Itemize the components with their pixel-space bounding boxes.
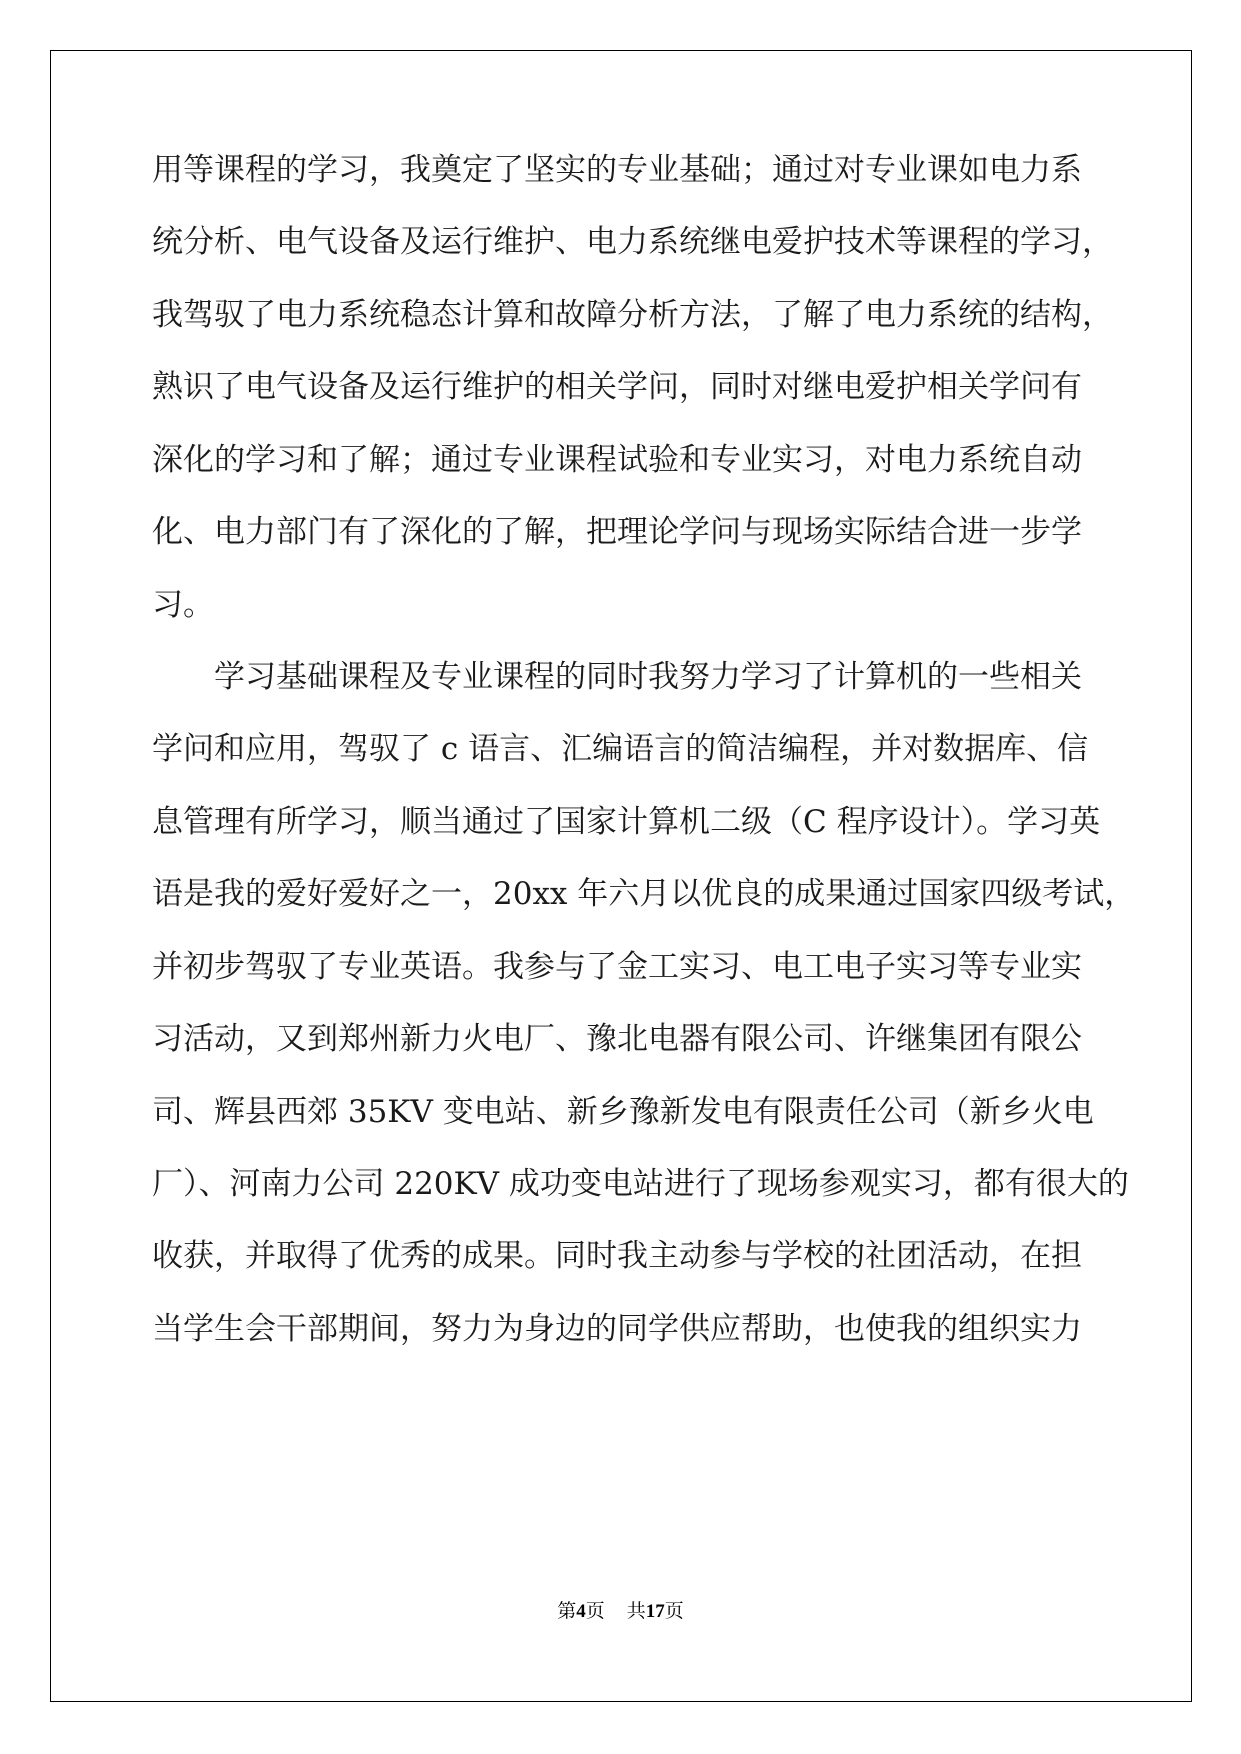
paragraph-first-line: 学习基础课程及专业课程的同时我努力学习了计算机的一些相关: [214, 659, 1082, 695]
total-suffix: 页: [664, 1601, 684, 1622]
text-line: 习。: [152, 587, 214, 623]
text-line: 司、辉县西郊 35KV 变电站、新乡豫新发电有限责任公司（新乡火电: [152, 1094, 1094, 1130]
text-line: 息管理有所学习，顺当通过了国家计算机二级（C 程序设计）。学习英: [152, 804, 1101, 840]
text-line: 学问和应用，驾驭了 c 语言、汇编语言的简洁编程，并对数据库、信: [152, 731, 1089, 767]
text-line: 并初步驾驭了专业英语。我参与了金工实习、电工电子实习等专业实: [152, 949, 1082, 985]
text-line: 当学生会干部期间，努力为身边的同学供应帮助，也使我的组织实力: [152, 1311, 1082, 1347]
text-line: 厂）、河南力公司 220KV 成功变电站进行了现场参观实习，都有很大的: [152, 1166, 1129, 1202]
page-number: 4: [576, 1601, 586, 1622]
text-line: 深化的学习和了解；通过专业课程试验和专业实习，对电力系统自动: [152, 442, 1082, 478]
total-pages: 17: [645, 1601, 665, 1622]
page-footer: [0, 1596, 1241, 1623]
text-line: 习活动，又到郑州新力火电厂、豫北电器有限公司、许继集团有限公: [152, 1021, 1082, 1057]
text-line: 统分析、电气设备及运行维护、电力系统继电爱护技术等课程的学习，: [152, 224, 1113, 260]
text-line: 语是我的爱好爱好之一，20xx 年六月以优良的成果通过国家四级考试，: [152, 876, 1136, 912]
text-line: 收获，并取得了优秀的成果。同时我主动参与学校的社团活动，在担: [152, 1238, 1082, 1274]
text-line: 用等课程的学习，我奠定了坚实的专业基础；通过对专业课如电力系: [152, 152, 1082, 188]
total-prefix: 共: [626, 1601, 646, 1622]
text-line: 熟识了电气设备及运行维护的相关学问，同时对继电爱护相关学问有: [152, 369, 1082, 405]
text-line: 化、电力部门有了深化的了解，把理论学问与现场实际结合进一步学: [152, 514, 1082, 550]
text-line: 我驾驭了电力系统稳态计算和故障分析方法，了解了电力系统的结构，: [152, 297, 1113, 333]
page-prefix: 第: [557, 1601, 577, 1622]
page-suffix: 页: [585, 1601, 605, 1622]
